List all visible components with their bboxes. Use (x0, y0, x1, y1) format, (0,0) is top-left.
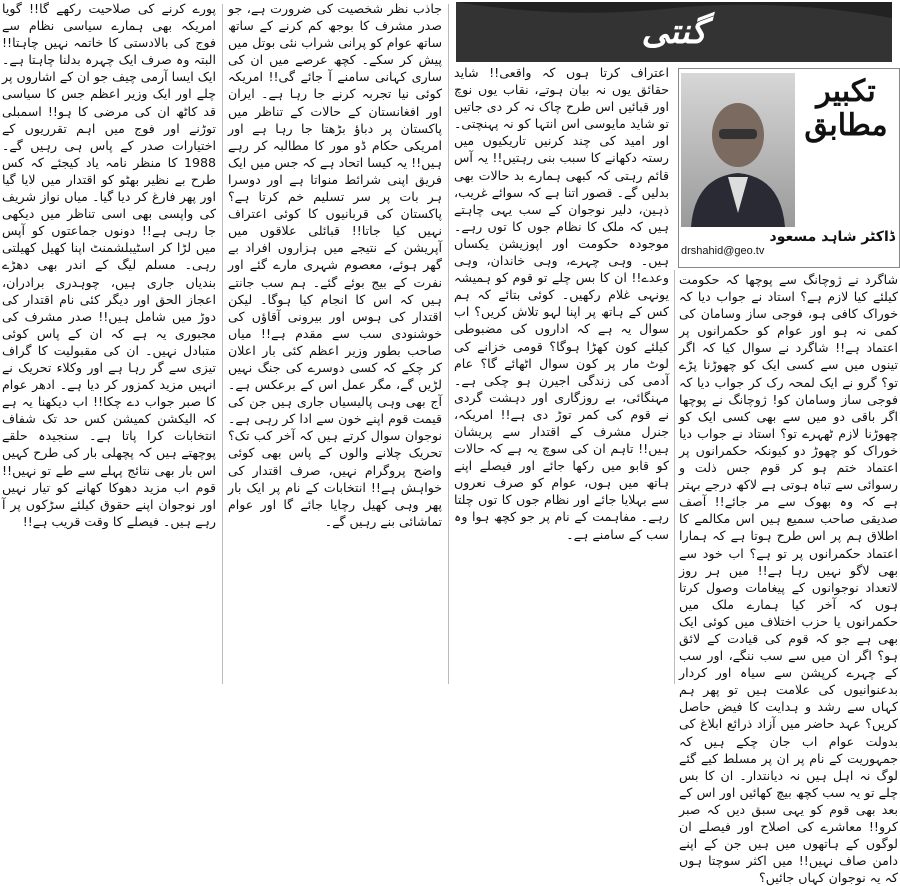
article-paragraph: شاگرد نے ژوچانگ سے پوچھا کہ حکومت کیلئے کیا لازم ہے؟ استاد نے جواب دیا کہ خوراک کافی ہو، فوجی ساز وسامان کی کمی نہ ہو اور عوام کو حکمرانوں پر اعتماد ہے!! شاگرد نے سوال کیا کہ اگر تینوں میں سے کسی ایک کو چھوڑنا پڑے تو؟ گرو نے ایک لمحہ رک کر جواب دیا کہ فوجی ساز وسامان کو! ژوچانگ نے پوچھا اگر باقی دو میں سے بھی کسی ایک کو چھوڑنا لازم ٹھہرے تو؟ استاد نے جواب دیا خوراک کو چھوڑ دو کیونکہ حکمرانوں پر اعتماد ختم ہو کر قوم جس ذلت و رسوائی سے تباہ ہوتی ہے لاکھ درجے بہتر ہے کہ وہ بھوک سے مر جائے!! آصف صدیقی صاحب سمیع ہیں اس مکالمے کا اطلاق ہم پر اس طرح ہوتا ہے کہ ہمارا اعتماد حکمرانوں پر تو ہے؟ اب خود سے بھی لاگو نہیں رہا ہے!! میں ہر روز لاتعداد نوجوانوں کے پیغامات وصول کرتا ہوں کہ آخر کیا ہمارے ملک میں حکمرانوں یا حزب اختلاف میں کوئی ایک بھی ہے جو کہ قوم کی قیادت کے لائق ہو؟ اگر ان میں سے سب ننگے، اور سب کے چہرے کرپشن سے سیاہ اور کردار بدعنوانیوں کی علامت ہیں تو پھر ہم کہاں سے رشد و ہدایت کا فیض حاصل کریں؟ عہد حاضر میں آزاد ذرائع ابلاغ کی بدولت عوام اب جان چکے ہیں کہ جمہوریت کے نام پر ان پر مسلط کیے گئے لوگ نہ اہل ہیں نہ دیانتدار۔ ان کا بس چلے تو یہ سب کچھ بیچ کھائیں اور اس کے بعد بھی قوم کو یہی سبق دیں کہ صبر کرو!! معاشرے کی اصلاح اور فیصلے ان لوگوں کے ہاتھوں میں ہیں جن کے اپنے دامن صاف نہیں!! میں اکثر سوچتا ہوں کہ یہ نوجوان کہاں جائیں؟ (679, 272, 898, 886)
column-header-banner (448, 0, 900, 64)
author-name: ڈاکٹر شاہد مسعود (769, 229, 895, 245)
author-portrait (681, 73, 795, 227)
column-divider (448, 4, 449, 684)
author-email: drshahid@geo.tv (681, 245, 765, 257)
article-paragraph: جاذب نظر شخصیت کی ضرورت ہے، جو صدر مشرف کا بوجھ کم کرنے کے ساتھ ساتھ عوام کو پرانی شراب نئی بوتل میں پیش کر سکے۔ کچھ عرصے میں ان کی ساری کہانی سامنے آ جائے گی!! امریکہ کوئی نیا تجربہ کرنے جا رہا ہے۔ ایران اور افغانستان کے حالات کے تناظر میں پاکستان پر دباؤ بڑھتا جا رہا ہے اور امریکی حکام ڈو مور کا مطالبہ کر رہے ہیں!! یہ کیسا اتحاد ہے کہ جس میں ایک فریق اپنی شرائط منواتا ہے اور دوسرا ہر بات پر سر تسلیم خم کرتا ہے؟ پاکستان کی قربانیوں کا کوئی اعتراف نہیں کیا جاتا!! قبائلی علاقوں میں آپریشن کے نتیجے میں ہزاروں افراد بے گھر ہوئے، معصوم شہری مارے گئے اور نفرت کے بیج بوئے گئے۔ ہم سب جانتے ہیں کہ اس کا انجام کیا ہوگا۔ لیکن اقتدار کی ہوس اور بیرونی آقاؤں کی خوشنودی سب سے مقدم ہے!! میاں صاحب بطور وزیر اعظم کئی بار اعلان کر چکے کہ کسی دوسرے کی جنگ نہیں لڑیں گے، مگر عمل اس کے برعکس ہے۔ آج بھی وہی پالیسیاں جاری ہیں جن کی قیمت قوم اپنے خون سے ادا کر رہی ہے۔ نوجوان سوال کرتے ہیں کہ آخر کب تک؟ تحریک چلانے والوں کے پاس بھی کوئی واضح پروگرام نہیں، صرف اقتدار کی خواہش ہے!! انتخابات کے نام پر ایک بار پھر وہی کھیل رچایا جائے گا اور عوام تماشائی بنے رہیں گے۔ (228, 1, 442, 529)
article-column-3 (226, 0, 444, 688)
author-portrait-icon (681, 73, 795, 227)
article-column-4 (0, 0, 218, 688)
column-name-line2: مطابق (804, 108, 888, 143)
column-name-line1: تکبیر (816, 74, 876, 109)
column-divider (674, 270, 675, 684)
article-paragraph: اعتراف کرتا ہوں کہ واقعی!! شاید حقائق یوں نہ بیان ہوتے، نقاب یوں نوچ اور قبائیں اس طرح چاک نہ کر دی جاتیں تو شاید مایوسی اس انتہا کو نہ پہنچتی۔ اور امید کی چند کرنیں تاریکیوں میں رستہ دکھانے کا سبب بنی رہتیں!! یہ آس قائم رہتی کہ کبھی ہمارے بد حالات بھی بدلیں گے۔ قصور اتنا ہے کہ سوائے غریب، ذہین، دلیر نوجوان کے سب یہی چاہتے ہیں کہ ملک کا نظام جوں کا توں رہے۔ موجودہ حکومت اور اپوزیشن یکساں ہیں۔ وہی چہرے، وہی خاندان، وہی وعدے!! ان کا بس چلے تو قوم کو ہمیشہ یونہی غلام رکھیں۔ کوئی بتائے کہ ہم کس کے ہاتھ پر اپنا لہو تلاش کریں؟ اب سوال یہ ہے کہ اداروں کی مضبوطی کیلئے کون کھڑا ہوگا؟ قومی خزانے کی لوٹ مار پر کون سوال اٹھائے گا؟ عام آدمی کی زندگی اجیرن ہو چکی ہے۔ مہنگائی، بے روزگاری اور دہشت گردی نے قوم کی کمر توڑ دی ہے!! امریکہ، جنرل مشرف کے اقتدار سے پریشان ہیں!! تاہم ان کی سوچ یہ ہے کہ حالات کو قابو میں رکھا جائے اور فیصلے اپنے ہاتھ میں ہوں، عوام کو صرف نعروں سے بہلایا جائے اور نظام جوں کا توں چلتا رہے۔ مفاہمت کے نام پر جو کچھ ہوا وہ سب کے سامنے ہے۔ (454, 65, 669, 542)
article-column-2 (452, 64, 671, 542)
article-paragraph: پورے کرنے کی صلاحیت رکھے گا!! گویا امریکہ بھی ہمارے سیاسی نظام سے فوج کی بالادستی کا خاتمہ نہیں چاہتا!! البتہ وہ صرف ایک چہرہ بدلنا چاہتا ہے۔ ایک ایسا آرمی چیف جو ان کے اشاروں پر چلے اور ایک وزیر اعظم جس کا سیاسی قد کاٹھ ان کی مرضی کا ہو!! اسمبلی توڑنے اور فوج میں اہم تقرریوں کے اختیارات صدر کے پاس ہی رہیں گے۔ 1988 کا منظر نامہ یاد کیجئے کہ کس طرح بے نظیر بھٹو کو اقتدار میں لایا گیا اور پھر فارغ کر دیا گیا۔ میاں نواز شریف کی واپسی بھی اسی تناظر میں دیکھی جا رہی ہے!! دونوں جماعتوں کو آپس میں لڑا کر اسٹیبلشمنٹ اپنا کھیل کھیلتی رہی۔ مسلم لیگ کے اندر بھی دھڑے بندیاں جاری ہیں، چوہدری برادران، اعجاز الحق اور دیگر کئی نام اقتدار کی دوڑ میں شامل ہیں!! صدر مشرف کی مجبوری یہ ہے کہ ان کے پاس کوئی متبادل نہیں۔ ان کی مقبولیت کا گراف تیزی سے گر رہا ہے اور وکلاء تحریک نے انہیں مزید کمزور کر دیا ہے۔ ادھر عوام کا صبر جواب دے چکا!! اب دیکھنا یہ ہے کہ الیکشن کمیشن کس حد تک شفاف انتخابات کرا پاتا ہے۔ سنجیدہ حلقے پوچھتے ہیں کہ پچھلی بار کی طرح کہیں اس بار بھی نتائج پہلے سے طے تو نہیں!! قوم اب مزید دھوکا کھانے کو تیار نہیں اور نوجوان اپنے حقوق کیلئے سڑکوں پر آ رہے ہیں۔ فیصلے کا وقت قریب ہے!! (2, 1, 216, 529)
column-name (797, 75, 895, 143)
column-divider (222, 4, 223, 684)
byline-box (678, 68, 900, 268)
column-title: گنتی (641, 12, 707, 52)
article-column-1 (677, 271, 900, 886)
